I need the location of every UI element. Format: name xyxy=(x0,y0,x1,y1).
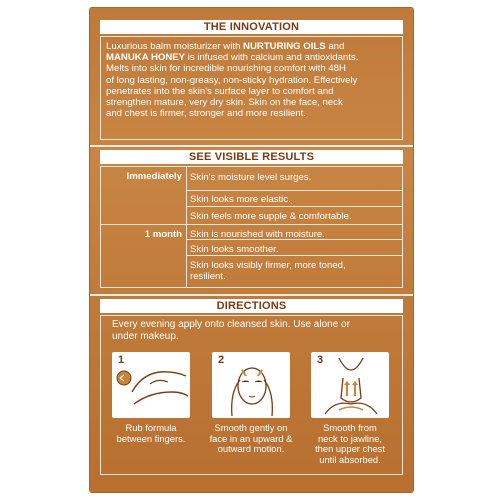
result-item: Skin is nourished with moisture. xyxy=(190,229,325,240)
step-1-illustration xyxy=(112,352,190,418)
result-item: Skin feels more supple & comfortable. xyxy=(190,211,352,222)
result-item: Skin looks smoother. xyxy=(190,244,279,255)
results-row-divider xyxy=(186,190,403,191)
caption-line: face in an upward & xyxy=(209,432,293,444)
product-panel xyxy=(90,8,413,492)
caption-line: Smooth from xyxy=(323,422,377,433)
result-item: resilient. xyxy=(190,271,226,282)
innovation-line: and chest is firmer, stronger and more resilient. xyxy=(106,108,306,120)
directions-heading: DIRECTIONS xyxy=(100,299,403,313)
results-section-divider xyxy=(100,224,403,225)
innovation-line: Melts into skin for incredible nourishing comfort with 48H xyxy=(106,63,346,75)
results-label-immediately: Immediately xyxy=(126,171,182,182)
caption-line: between fingers. xyxy=(116,432,186,444)
innovation-text xyxy=(106,41,406,119)
innovation-line: strengthen mature, very dry skin. Skin on the face, neck xyxy=(106,97,343,109)
caption-line: outward motion. xyxy=(217,443,285,455)
directions-intro-line: Every evening apply onto cleansed skin. Use alone or xyxy=(112,319,350,330)
innovation-line: penetrates into the skin's surface layer to comfort and xyxy=(106,85,334,97)
section-divider xyxy=(90,145,413,147)
innovation-and: and xyxy=(328,41,345,52)
innovation-rest: is infused with calcium and antioxidants. xyxy=(187,52,359,64)
innovation-heading: THE INNOVATION xyxy=(100,20,403,34)
results-column-divider xyxy=(186,166,187,288)
result-item: Skin looks more elastic. xyxy=(190,194,291,205)
hand-rub-icon xyxy=(112,352,190,418)
results-heading: SEE VISIBLE RESULTS xyxy=(100,150,403,164)
caption-line: until absorbed. xyxy=(319,453,381,465)
results-label-1-month: 1 month xyxy=(144,229,182,240)
innovation-line: of long lasting, non-greasy, non-sticky hydration. Effectively xyxy=(106,74,358,86)
section-divider xyxy=(90,294,413,296)
highlight-manuka-honey: MANUKA HONEY xyxy=(106,52,186,64)
caption-line: then upper chest xyxy=(315,443,385,455)
step-1-caption xyxy=(106,423,196,444)
neck-massage-icon xyxy=(311,352,389,418)
step-3-illustration xyxy=(311,352,389,418)
caption-line: Smooth gently on xyxy=(214,422,288,433)
results-row-divider xyxy=(186,255,403,256)
step-number: 2 xyxy=(218,354,225,366)
step-2-caption xyxy=(206,423,296,455)
caption-line: Rub formula xyxy=(125,422,177,433)
result-item: Skin's moisture level surges. xyxy=(190,172,312,183)
face-massage-icon xyxy=(212,352,290,418)
step-number: 1 xyxy=(118,354,125,366)
directions-intro xyxy=(112,319,402,342)
caption-line: neck to jawline, xyxy=(317,432,383,444)
results-row-divider xyxy=(186,206,403,207)
step-3-caption xyxy=(305,423,395,465)
result-item: Skin looks visibly firmer, more toned, xyxy=(190,260,346,271)
step-number: 3 xyxy=(317,354,324,366)
innovation-intro: Luxurious balm moisturizer with xyxy=(106,41,241,52)
highlight-nurturing-oils: NURTURING OILS xyxy=(243,41,326,52)
directions-intro-line: under makeup. xyxy=(112,330,179,342)
step-2-illustration xyxy=(212,352,290,418)
